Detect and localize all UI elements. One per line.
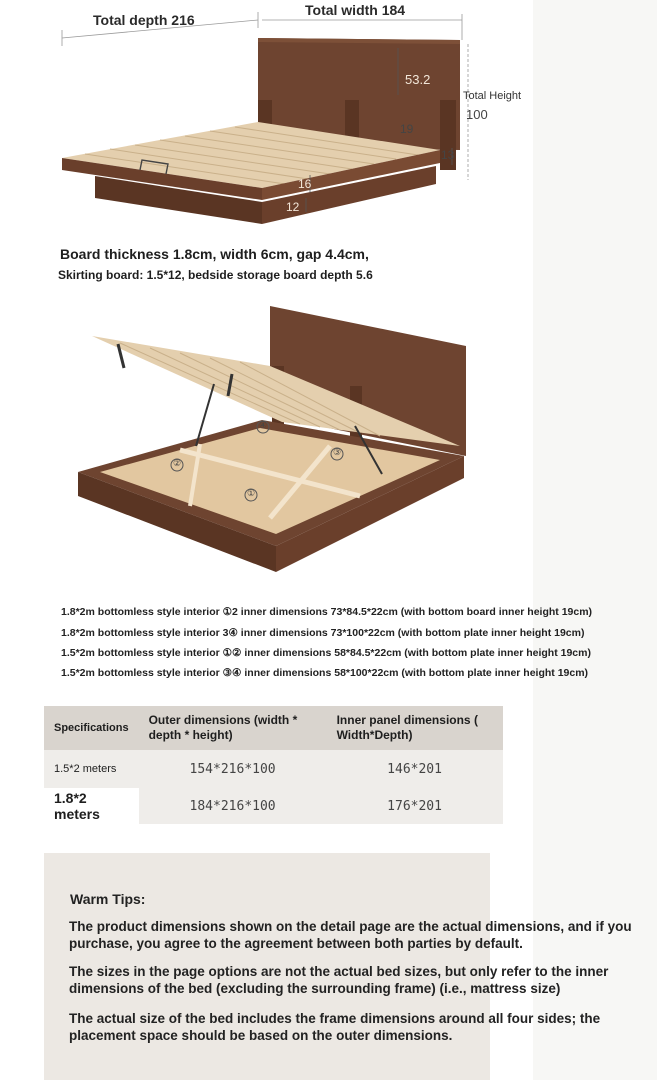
skirting-height-label: 12 (286, 200, 300, 214)
board-thickness-note: Board thickness 1.8cm, width 6cm, gap 4.4cm, (60, 246, 369, 262)
compartment-4-marker: ④ (259, 420, 268, 430)
outer-cell: 154*216*100 (189, 761, 276, 777)
warm-tips-title: Warm Tips: (70, 891, 146, 907)
warm-tip-2: The sizes in the page options are not the actual bed sizes, but only refer to the inner dimensions of the bed (excluding the surrounding frame) (i.e., mattress size) (69, 964, 609, 996)
total-width-label: Total width 184 (305, 2, 406, 18)
side-gap-label: 13 (441, 148, 455, 162)
total-height-value: 100 (466, 107, 488, 122)
header-specifications: Specifications (54, 722, 129, 734)
compartment-2-marker: ② (173, 458, 182, 468)
warm-tip-1: The product dimensions shown on the detail page are the actual dimensions, and if you purchase, you agree to the agreement between both parties by default. (69, 919, 632, 951)
interior-line-3: 1.5*2m bottomless style interior ①② inner dimensions 58*84.5*22cm (with bottom plate inner height 19cm) (61, 647, 591, 659)
interior-line-1: 1.8*2m bottomless style interior ①2 inner dimensions 73*84.5*22cm (with bottom board inner height 19cm) (61, 606, 593, 618)
bed-frame-illustration (0, 0, 533, 225)
headboard-height-label: 53.2 (405, 72, 431, 87)
header-outer-dimensions: Outer dimensions (width * depth * height) (148, 713, 298, 742)
outer-cell: 184*216*100 (139, 788, 327, 824)
storage-bed-illustration (0, 296, 533, 586)
spec-cell: 1.5*2 meters (54, 763, 117, 775)
total-height-label: Total Height (463, 90, 522, 102)
inner-cell: 176*201 (327, 788, 503, 824)
spec-cell: 1.8*2 meters (54, 790, 100, 822)
skirting-board-note: Skirting board: 1.5*12, bedside storage board depth 5.6 (58, 268, 373, 282)
leg-gap-label: 19 (400, 122, 414, 136)
total-depth-label: Total depth 216 (93, 12, 195, 28)
interior-line-4: 1.5*2m bottomless style interior ③④ inner dimensions 58*100*22cm (with bottom plate inner height 19cm) (61, 667, 589, 679)
table-row (44, 750, 503, 788)
compartment-3-marker: ③ (333, 447, 342, 457)
spec-table-header (44, 706, 503, 750)
spec-table (44, 706, 503, 824)
header-inner-dimensions: Inner panel dimensions ( Width*Depth) (336, 713, 478, 742)
table-row (44, 788, 503, 824)
frame-height-label: 16 (298, 177, 312, 191)
inner-cell: 146*201 (387, 761, 442, 777)
compartment-1-marker: ① (247, 488, 256, 498)
interior-line-2: 1.8*2m bottomless style interior 3④ inner dimensions 73*100*22cm (with bottom plate inner height 19cm) (61, 627, 585, 639)
warm-tip-3: The actual size of the bed includes the frame dimensions around all four sides; the placement space should be based on the outer dimensions. (69, 1011, 601, 1043)
